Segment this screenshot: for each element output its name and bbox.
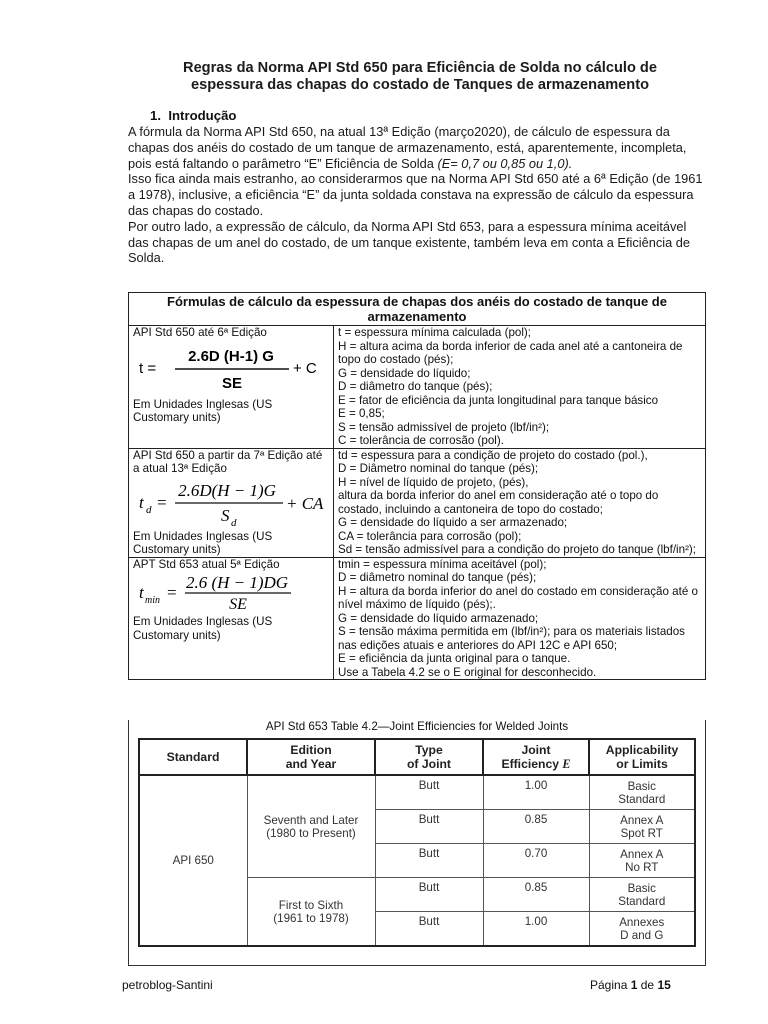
units-note: Em Unidades Inglesas (US Customary units) — [133, 615, 273, 642]
formula-lhs: t — [139, 492, 144, 512]
var-line: Use a Tabela 4.2 se o E original for desconhecido. — [338, 665, 597, 679]
formula-table — [128, 292, 706, 680]
formula-denominator: SE — [229, 596, 247, 613]
applicability-cell: Annexes D and G — [589, 912, 695, 947]
formula-api650-old — [133, 342, 333, 396]
document-title — [120, 60, 720, 94]
section-number: 1. — [150, 108, 161, 123]
type-cell: Butt — [375, 810, 483, 844]
formula-lhs: t = — [139, 359, 157, 377]
formula-numerator: 2.6D(H − 1)G — [178, 480, 276, 500]
var-line: CA = tolerância para corrosão (pol); — [338, 529, 522, 543]
edition-cell: Seventh and Later (1980 to Present) — [247, 775, 375, 878]
formula-denominator-sub: d — [231, 516, 237, 528]
var-line: tmin = espessura mínima aceitável (pol); — [338, 557, 547, 571]
var-line: H = nível de líquido de projeto, (pés), — [338, 475, 529, 489]
efficiency-cell: 1.00 — [483, 912, 589, 947]
applicability-cell: Annex A No RT — [589, 844, 695, 878]
footer-author: petroblog-Santini — [122, 978, 213, 992]
formula-row-api650-old — [129, 326, 706, 449]
table42-caption: API Std 653 Table 4.2—Joint Efficiencies for Welded Joints — [265, 720, 569, 733]
formula-api653 — [133, 573, 333, 613]
row-label: APT Std 653 atual 5ª Edição — [133, 557, 280, 571]
edition-cell: First to Sixth (1961 to 1978) — [247, 878, 375, 947]
joint-efficiency-table — [138, 738, 696, 947]
col-type: Type of Joint — [375, 739, 483, 775]
standard-cell: API 650 — [139, 775, 247, 946]
var-line: H = altura da borda inferior do anel do costado em consideração até o nível máximo de líquido (pés);. — [338, 584, 698, 611]
formula-lhs-sub: d — [146, 503, 152, 516]
applicability-cell: Basic Standard — [589, 878, 695, 912]
formula-row-api650-new — [129, 448, 706, 557]
var-line: G = densidade do líquido; — [338, 366, 471, 380]
type-cell: Butt — [375, 775, 483, 810]
var-line: G = densidade do líquido armazenado; — [338, 611, 539, 625]
title-line-2: espessura das chapas do costado de Tanques de armazenamento — [191, 77, 649, 93]
formula-lhs: t — [139, 583, 144, 602]
formula-table-header: Fórmulas de cálculo da espessura de chapas dos anéis do costado de tanque de armazenamento — [129, 293, 706, 326]
table-row — [139, 775, 695, 810]
var-line: D = Diâmetro nominal do tanque (pés); — [338, 462, 539, 475]
type-cell: Butt — [375, 878, 483, 912]
formula-row-api653 — [129, 557, 706, 680]
intro-paragraph-2: Isso fica ainda mais estranho, ao considerarmos que na Norma API Std 650 até a 6ª Edição (de 1961 a 1978), inclusive, a eficiência “E” da junta soldada constava na expressão de cálculo da espessura das chapas do costado. — [128, 171, 703, 218]
table42-header-row — [139, 739, 695, 775]
var-line: D = diâmetro nominal do tanque (pés); — [338, 571, 537, 584]
formula-lhs-sub: min — [145, 595, 160, 606]
applicability-cell: Basic Standard — [589, 775, 695, 810]
formula-equals: = — [167, 583, 177, 602]
intro-paragraph-3: Por outro lado, a expressão de cálculo, da Norma API Std 653, para a espessura mínima aceitável das chapas de um anel do costado, de um tanque existente, também leva em conta a Eficiência de Solda. — [128, 218, 690, 266]
col-applicability: Applicability or Limits — [589, 739, 695, 775]
var-line: S = tensão admissível de projeto (lbf/in²); — [338, 420, 550, 434]
title-line-1: Regras da Norma API Std 650 para Eficiência de Solda no cálculo de — [183, 60, 657, 76]
var-line: E = eficiência da junta original para o tanque. — [338, 652, 571, 665]
formula-equals: = — [157, 492, 167, 512]
units-note: Em Unidades Inglesas (US Customary units) — [133, 397, 273, 424]
formula-denominator: S — [221, 505, 230, 525]
intro-text — [128, 124, 708, 266]
formula-api650-new — [133, 478, 333, 528]
var-line: Sd = tensão admissível para a condição do projeto do tanque (lbf/in²); — [338, 543, 697, 556]
efficiency-cell: 0.85 — [483, 878, 589, 912]
var-line: E = 0,85; — [338, 407, 385, 420]
var-line: td = espessura para a condição de projeto do costado (pol.), — [338, 448, 648, 462]
efficiency-values: (E= 0,7 ou 0,85 ou 1,0). — [437, 155, 573, 171]
row-label: API Std 650 a partir da 7ª Edição até a atual 13ª Edição — [133, 448, 323, 475]
type-cell: Butt — [375, 844, 483, 878]
var-line: H = altura acima da borda inferior de cada anel até a cantoneira de topo do costado (pés); — [338, 339, 683, 366]
var-line: C = tolerância de corrosão (pol). — [338, 434, 504, 447]
formula-tail: + CA — [286, 493, 324, 513]
var-line: E = fator de eficiência da junta longitudinal para tanque básico — [338, 393, 659, 407]
formula-numerator: 2.6D (H-1) G — [188, 347, 274, 365]
var-line: altura da borda inferior do anel em consideração até o topo do costado, incluindo a cantoneira de topo do costado; — [338, 489, 659, 516]
formula-denominator: SE — [221, 374, 243, 392]
var-line: t = espessura mínima calculada (pol); — [338, 326, 531, 339]
var-line: S = tensão máxima permitida em (lbf/in²); para os materiais listados nas edições atuais e anteriores do API 12C e API 650; — [338, 625, 685, 652]
section-title: Introdução — [168, 108, 237, 123]
col-standard: Standard — [139, 739, 247, 775]
formula-numerator: 2.6 (H − 1)DG — [185, 573, 289, 592]
section-heading — [150, 108, 236, 123]
col-efficiency: Joint Efficiency E — [483, 739, 589, 775]
col-edition: Edition and Year — [247, 739, 375, 775]
efficiency-cell: 0.70 — [483, 844, 589, 878]
page-number: Página 1 de 15 — [590, 978, 671, 992]
units-note: Em Unidades Inglesas (US Customary units) — [133, 529, 273, 556]
efficiency-cell: 0.85 — [483, 810, 589, 844]
intro-paragraph-1: A fórmula da Norma API Std 650, na atual 13ª Edição (março2020), de cálculo de espessura da chapas dos anéis do costado de um tanque de armazenamento, está, aparentemente, incompleta, pois está faltando o parâmetro “E” Eficiência de Solda (E= 0,7 ou 0,85 ou 1,0). — [128, 124, 687, 171]
row-label: API Std 650 até 6ª Edição — [133, 326, 267, 339]
type-cell: Butt — [375, 912, 483, 947]
applicability-cell: Annex A Spot RT — [589, 810, 695, 844]
var-line: D = diâmetro do tanque (pés); — [338, 380, 493, 393]
efficiency-cell: 1.00 — [483, 775, 589, 810]
formula-tail: + C — [293, 359, 317, 377]
var-line: G = densidade do líquido a ser armazenado; — [338, 516, 568, 529]
